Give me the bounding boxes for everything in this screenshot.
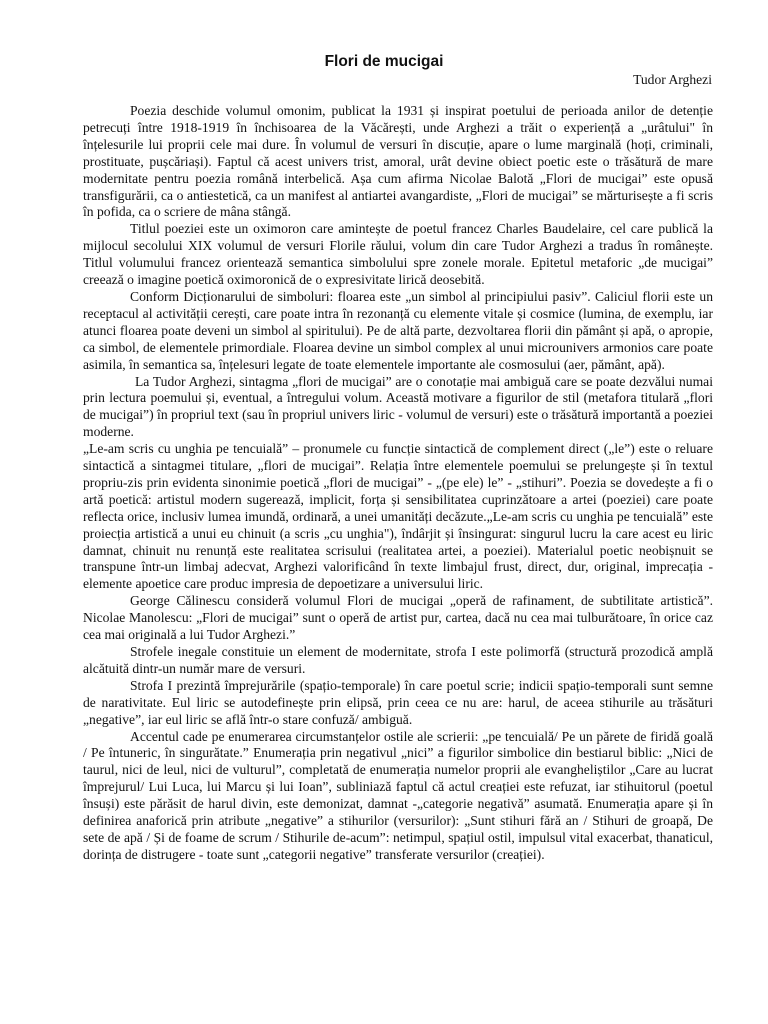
paragraph-symbol-dictionary: Conform Dicționarului de simboluri: floarea este „un simbol al principiului pasiv”. Caliciul florii este un receptacul al activității cerești, care poate intra în rezonanță cu elemente vitale și cosmice (lumina, de exemplu, iar atunci floarea poate deveni un simbol al spiritului). Pe de altă parte, dezvoltarea florii din pământ și apă, o apropie, ca simbol, de elementele primordiale. Floarea devine un simbol complex al unui microunivers armonios care poate asimila, în semantica sa, înțelesuri legate de toate elementele importante ale cosmosului (aer, pământ, apă). <box>83 288 713 372</box>
paragraph-title-meaning: Titlul poeziei este un oximoron care amintește de poetul francez Charles Baudelaire, cel care publică la mijlocul secolului XIX volumul de versuri Florile răului, volum din care Tudor Arghezi a tradus în românește. Titlul volumului francez orientează semantica simbolului spre zonele morale. Epitetul metaforic „de mucigai” creează o imagine poetică oximoronică de o expresivitate lirică deosebită. <box>83 221 713 288</box>
paragraph-critics: George Călinescu consideră volumul Flori de mucigai „operă de rafinament, de subtilitate artistică”. Nicolae Manolescu: „Flori de mucigai” sunt o operă de artist pur, cartea, dacă nu cea mai tulburătoare, în orice caz cea mai originală a lui Tudor Arghezi.” <box>83 593 713 643</box>
paragraph-first-stanza: Strofa I prezintă împrejurările (spațio-temporale) în care poetul scrie; indicii spațio-temporali sunt semne de narativitate. Eul liric se autodefinește prin elipsă, prin ceea ce nu are: harul, de aceea stihurile au trăsături „negative”, iar eul liric se află într-o stare confuză/ ambiguă. <box>83 677 713 727</box>
paragraph-stanzas: Strofele inegale constituie un element de modernitate, strofa I este polimorfă (structură prozodică amplă alcătuită dintr-un număr mare de versuri. <box>83 644 713 676</box>
paragraph-intro: Poezia deschide volumul omonim, publicat la 1931 și inspirat poetului de perioada anilor de detenție petrecuți între 1918-1919 în închisoarea de la Văcărești, unde Arghezi a trăit o experiență a „urâtului" în înțelesurile lui proprii cele mai dure. În volumul de versuri în discuție, apare o lume marginală (hoți, criminali, prostituate, pușcăriași). Faptul că acest univers trist, amoral, urât devine obiect poetic este o trăsătură de mare modernitate pentru poezia română interbelică. Așa cum afirma Nicolae Balotă „Flori de mucigai” este opusă transfigurării, ca o antiestetică, ca un manifest al antiartei avangardiste, „Flori de mucigai” se mărturisește a fi scris în pofida, ca o scriere de mâna stângă. <box>83 103 713 220</box>
document-title: Flori de mucigai <box>324 53 444 70</box>
document-body <box>83 103 713 864</box>
paragraph-enumeration: Accentul cade pe enumerarea circumstanțelor ostile ale scrierii: „pe tencuială/ Pe un părete de firidă goală / Pe întuneric, în singurătate.” Enumerația prin negativul „nici” a figurilor simbolice din bestiarul biblic: „Nici de taurul, nici de leul, nici de vulturul”, completată de enumerația numelor proprii ale evangheliștilor „Care au lucrat împrejurul/ Lui Luca, lui Marcu și lui Ioan”, subliniază faptul că actul creației este refuzat, iar stihuitorul (poetul însuși) este părăsit de harul divin, este demonizat, damnat -„categorie negativă” asumată. Enumerația apare și în definirea anaforică prin atribute „negative” a stihurilor (versurilor): „Sunt stihuri fără an / Stihuri de groapă, De sete de apă / Și de foame de scrum / Stihurile de-acum”: netimpul, spațiul ostil, impulsul vital exacerbat, thanaticul, dorința de distrugere - toate sunt „categorii negative” transferate versurilor (creației). <box>83 728 713 862</box>
paragraph-arghezi-syntagm: La Tudor Arghezi, sintagma „flori de mucigai” are o conotație mai ambiguă care se poate dezvălui numai prin lectura poemului și, eventual, a întregului volum. Această motivare a figurilor de stil (metafora titulară „flori de mucigai”) în propriul text (sau în propriul univers liric - volumul de versuri) este o trăsătură importantă a poeziei moderne. <box>83 373 713 440</box>
author-name: Tudor Arghezi <box>633 72 712 87</box>
paragraph-first-verse: „Le-am scris cu unghia pe tencuială” – pronumele cu funcție sintactică de complement direct („le”) este o reluare sintactică a sintagmei titulare, „flori de mucigai”. Relația între elementele poemului se prelungește și în textul propriu-zis prin evidenta sinonimie poetică „flori de mucigai” - „(pe ele) le” - „stihuri”. Poezia se dovedește a fi o artă poetică: artistul modern sugerează, implicit, forța și sensibilitatea cuprinzătoare a artei (poeziei) care poate reflecta orice, inclusiv lumea imundă, ordinară, a unei umanități decăzute.„Le-am scris cu unghia pe tencuială” este proiecția artistică a unui eu chinuit (a scris „cu unghia"), îndârjit și însingurat: singurul lucru la care acest eu liric damnat, chinuit nu renunță este realitatea scrisului (realitatea artei, a poeziei). Materialul poetic neobișnuit se transpune într-un limbaj adecvat, Arghezi valorificând în texte limbajul frust, direct, dur, original, imprecația - elemente apoetice care produc impresia de depoetizare a universului liric. <box>83 441 713 592</box>
